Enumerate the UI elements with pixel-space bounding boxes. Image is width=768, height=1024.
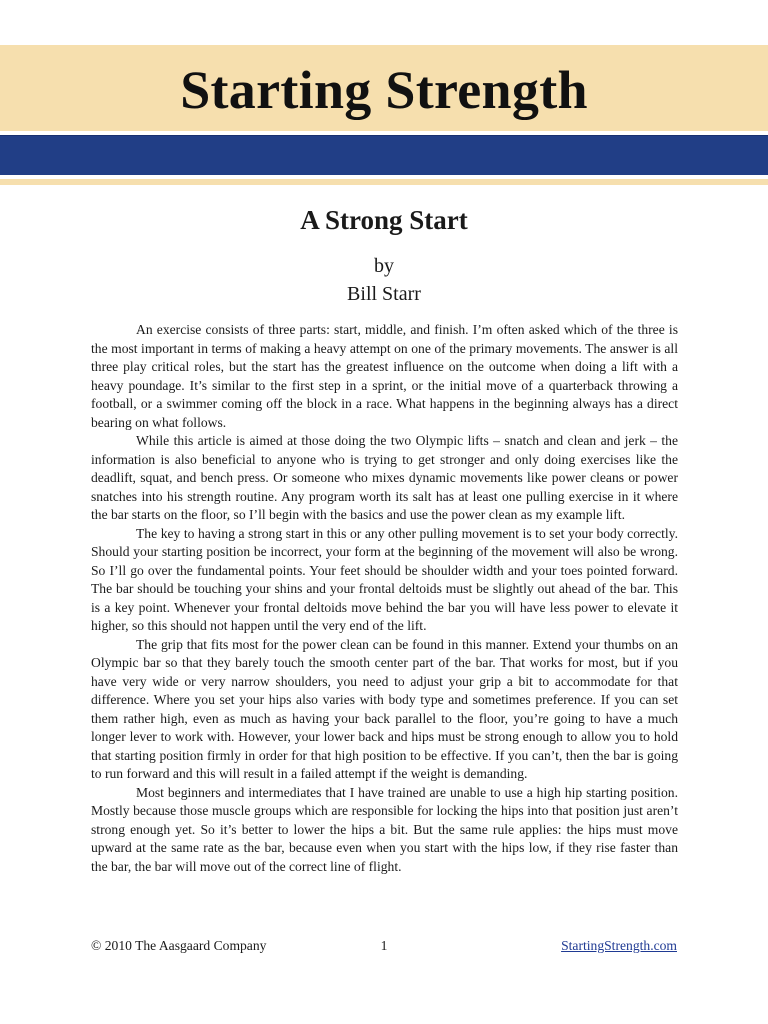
paragraph-3: The key to having a strong start in this or any other pulling movement is to set your body correctly. Should your starting position be incorrect, your form at the beginning of the movement will also be wrong. So I’ll go over the fundamental points. Your feet should be shoulder width and your toes pointed forward. The bar should be touching your shins and your frontal deltoids must be slightly out ahead of the bar. This is a key point. Whenever your frontal deltoids move behind the bar you will have less power to elevate it higher, so this should not happen until the very end of the lift.: [91, 525, 678, 633]
paragraph-4: The grip that fits most for the power clean can be found in this manner. Extend your thumbs on an Olympic bar so that they barely touch the smooth center part of the bar. That works for most, but if you have very wide or very narrow shoulders, you need to adjust your grip a bit to accommodate for that difference. Where you set your hips also varies with body type and sometimes preference. If you can set them rather high, even as much as having your back parallel to the floor, you’re going to have a much longer lever to work with. However, your lower back and hips must be strong enough to allow you to hold that starting position firmly in order for that high position to be effective. If you can’t, then the bar is going to run forward and this will result in a failed attempt if the weight is demanding.: [91, 636, 678, 781]
paragraph-5: Most beginners and intermediates that I have trained are unable to use a high hip starting position. Mostly because those muscle groups which are responsible for locking the hips into that position just aren’t strong enough yet. So it’s better to lower the hips a bit. But the same rule applies: the hips must move upward at the same rate as the bar, because even when you start with the hips low, if they rise faster than the bar, the bar will move out of the correct line of flight.: [91, 784, 678, 874]
paragraph-1: An exercise consists of three parts: start, middle, and finish. I’m often asked which of the three is the most important in terms of making a heavy attempt on one of the primary movements. The answer is all three play critical roles, but the start has the greatest influence on the outcome when doing a lift with a heavy poundage. It’s similar to the first step in a sprint, or the initial move of a quarterback throwing a football, or a swimmer coming off the block in a race. What happens in the beginning always has a direct bearing on what follows.: [91, 322, 678, 430]
byline: by: [374, 255, 394, 277]
website-link[interactable]: StartingStrength.com: [561, 938, 677, 953]
copyright-notice: © 2010 The Aasgaard Company: [91, 938, 267, 953]
article-body: [91, 321, 678, 876]
masthead: [0, 45, 768, 185]
page-number: 1: [380, 938, 388, 953]
masthead-band-bottom: [0, 179, 768, 185]
publication-title: Starting Strength: [180, 60, 588, 120]
author-name: Bill Starr: [347, 283, 421, 305]
paragraph-2: While this article is aimed at those doing the two Olympic lifts – snatch and clean and jerk – the information is also beneficial to anyone who is trying to get stronger and only doing exercises like the deadlift, squat, and bench press. Or someone who mixes dynamic movements like power cleans or power snatches into his strength routine. Any program worth its salt has at least one pulling exercise in it where the bar starts on the floor, so I’ll begin with the basics and use the power clean as my example lift.: [91, 433, 678, 522]
article-title: A Strong Start: [300, 205, 468, 235]
masthead-blue-stripe: [0, 135, 768, 175]
